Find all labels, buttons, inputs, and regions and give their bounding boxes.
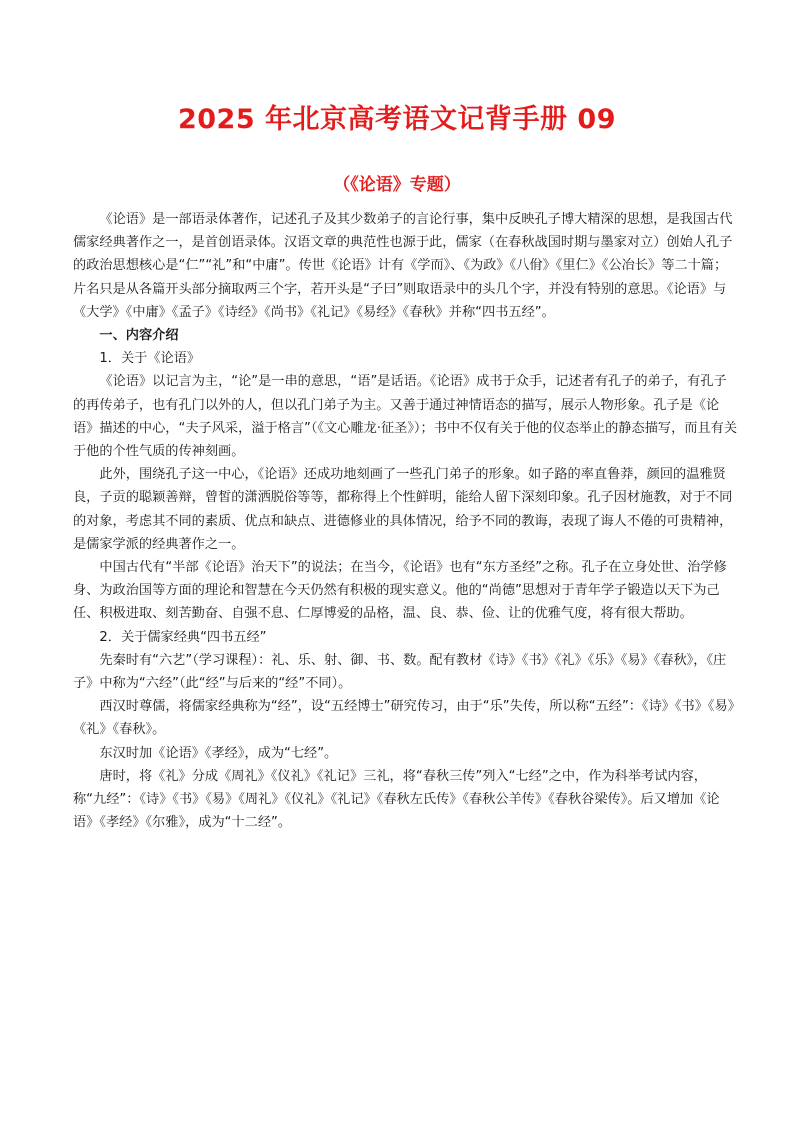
paragraph-sishu-3: 东汉时加《论语》《孝经》，成为“七经”。 xyxy=(99,745,338,761)
paragraph-sishu-1: 先秦时有“六艺”（学习课程）：礼、乐、射、御、书、数。配有教材《诗》《书》《礼》《乐》《易》《春秋》，《庄子》中称为“六经”（此“经”与后来的“经”不同）。 xyxy=(73,652,727,692)
paragraph-sishu-2: 西汉时尊儒，将儒家经典称为“经”，设“五经博士”研究传习，由于“乐”失传，所以称“五经”：《诗》《书》《易》《礼》《春秋》。 xyxy=(73,699,735,738)
document-body xyxy=(73,208,737,834)
paragraph-lunyu-1: 《论语》以记言为主，“论”是一串的意思，“语”是话语。《论语》成书于众手，记述者有孔子的弟子，有孔子的再传弟子，也有孔门以外的人，但以孔门弟子为主。又善于通过神情语态的描写，展示人物形象。孔子是《论语》描述的中心，“夫子风采，溢于格言”（《文心雕龙·征圣》）；书中不仅有关于他的仪态举止的静态描写，而且有关于他的个性气质的传神刻画。 xyxy=(73,374,738,460)
section-heading-content-intro: 一、内容介绍 xyxy=(99,328,179,344)
paragraph-lunyu-3: 中国古代有“半部《论语》治天下”的说法；在当今，《论语》也有“东方圣经”之称。孔子在立身处世、治学修身、为政治国等方面的理论和智慧在今天仍然有积极的现实意义。他的“尚德”思想对于青年学子锻造以天下为己任、积极进取、刻苦勤奋、自强不息、仁厚博爱的品格，温、良、恭、俭、让的优雅气度，将有很大帮助。 xyxy=(73,560,727,622)
page-title: 2025 年北京高考语文记背手册 09 xyxy=(177,104,617,135)
paragraph-sishu-4: 唐时，将《礼》分成《周礼》《仪礼》《礼记》三礼，将“春秋三传”列入“七经”之中，作为科举考试内容，称“九经”：《诗》《书》《易》《周礼》《仪礼》《礼记》《春秋左氏传》《春秋公羊传》《春秋谷梁传》。后又增加《论语》《孝经》《尔雅》，成为“十二经”。 xyxy=(73,768,720,831)
subsection-heading-lunyu: 1．关于《论语》 xyxy=(99,351,201,367)
paragraph-lunyu-2: 此外，围绕孔子这一中心，《论语》还成功地刻画了一些孔门弟子的形象。如子路的率直鲁莽，颜回的温雅贤良，子贡的聪颖善辩，曾皙的潇洒脱俗等等，都称得上个性鲜明，能给人留下深刻印象。孔子因材施教，对于不同的对象，考虑其不同的素质、优点和缺点、进德修业的具体情况，给予不同的教诲，表现了诲人不倦的可贵精神，是儒家学派的经典著作之一。 xyxy=(73,467,733,552)
subsection-heading-sishu-wujing: 2．关于儒家经典“四书五经” xyxy=(99,629,267,645)
page-subtitle: （《论语》专题） xyxy=(333,175,461,195)
intro-paragraph: 《论语》是一部语录体著作，记述孔子及其少数弟子的言论行事，集中反映孔子博大精深的思想，是我国古代儒家经典著作之一，是首创语录体。汉语文章的典范性也源于此，儒家（在春秋战国时期与墨家对立）创始人孔子的政治思想核心是“仁”“礼”和“中庸”。传世《论语》计有《学而》、《为政》《八佾》《里仁》《公冶长》等二十篇；片名只是从各篇开头部分摘取两三个字，若开头是“子曰”则取语录中的头几个字，并没有特别的意思。《论语》与《大学》《中庸》《孟子》《诗经》《尚书》《礼记》《易经》《春秋》并称“四书五经”。 xyxy=(73,212,733,320)
